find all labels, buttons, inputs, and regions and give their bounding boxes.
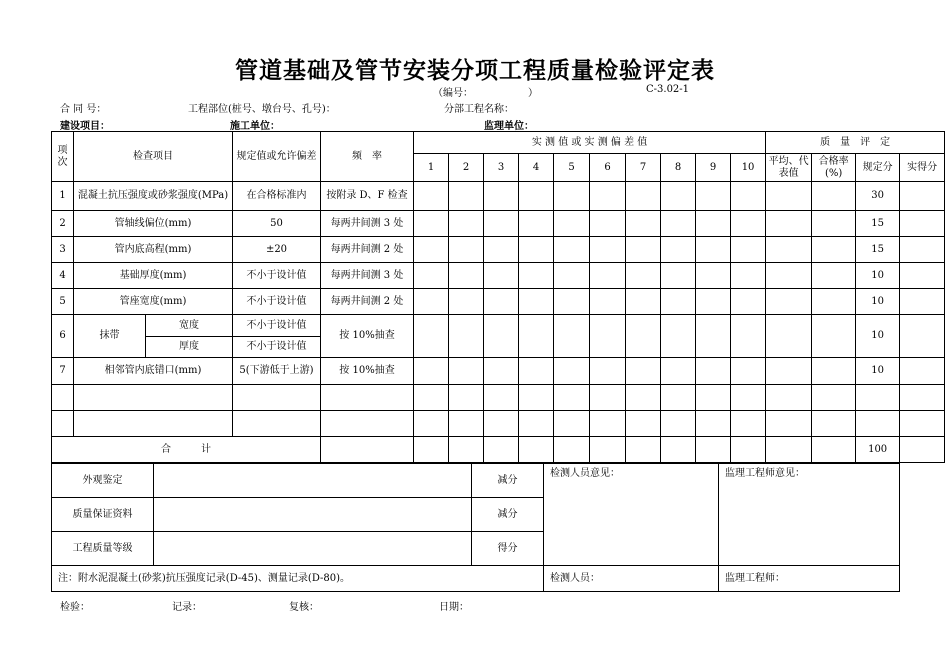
blank-cell[interactable] xyxy=(414,385,449,411)
blank-cell[interactable] xyxy=(590,411,626,437)
blank-cell[interactable] xyxy=(731,385,766,411)
quality-docs-label: 质量保证资料 xyxy=(52,498,154,532)
blank-cell[interactable] xyxy=(74,385,233,411)
row-item: 相邻管内底错口(mm) xyxy=(74,358,233,385)
assessment-table xyxy=(51,463,900,592)
measure-cell[interactable] xyxy=(519,237,554,263)
row-freq: 每两井间测 3 处 xyxy=(321,263,414,289)
row-item: 基础厚度(mm) xyxy=(74,263,233,289)
measure-cell[interactable] xyxy=(449,289,484,315)
deduct-label: 减分 xyxy=(472,464,544,498)
record-label: 记录： xyxy=(172,602,202,613)
subproject-label: 分部工程名称： xyxy=(444,104,514,115)
blank-cell[interactable] xyxy=(731,411,766,437)
date-label: 日期： xyxy=(439,602,469,613)
measure-cell[interactable] xyxy=(661,263,696,289)
row-spec: 不小于设计值 xyxy=(233,289,321,315)
measure-cell[interactable] xyxy=(449,211,484,237)
numbering-label: （编号： xyxy=(433,88,473,99)
grade-input[interactable] xyxy=(154,532,472,566)
measure-cell[interactable] xyxy=(519,211,554,237)
deduct-label: 减分 xyxy=(472,498,544,532)
header-avg: 平均、代表值 xyxy=(766,154,812,182)
blank-cell[interactable] xyxy=(900,385,945,411)
col-5: 5 xyxy=(554,154,590,182)
row-spec: 50 xyxy=(233,211,321,237)
measure-cell[interactable] xyxy=(626,211,661,237)
row-score: 10 xyxy=(856,263,900,289)
blank-cell[interactable] xyxy=(321,437,414,463)
numbering-close: ） xyxy=(528,88,538,99)
measure-cell[interactable] xyxy=(484,237,519,263)
construction-unit-label: 施工单位： xyxy=(230,121,280,132)
blank-cell[interactable] xyxy=(590,437,626,463)
total-row xyxy=(52,437,945,463)
empty-row xyxy=(52,385,945,411)
measure-cell[interactable] xyxy=(449,237,484,263)
row-freq: 按 10%抽查 xyxy=(321,315,414,358)
score-label: 得分 xyxy=(472,532,544,566)
pass-rate-cell[interactable] xyxy=(812,358,856,385)
avg-cell[interactable] xyxy=(766,289,812,315)
measure-cell[interactable] xyxy=(484,211,519,237)
empty-row xyxy=(52,411,945,437)
total-score: 100 xyxy=(856,437,900,463)
measure-cell[interactable] xyxy=(696,237,731,263)
blank-cell[interactable] xyxy=(856,411,900,437)
inspector-sign[interactable]: 检测人员： xyxy=(544,566,719,592)
supervisor-opinion[interactable]: 监理工程师意见： xyxy=(719,464,900,566)
row-item: 管轴线偏位(mm) xyxy=(74,211,233,237)
measure-cell[interactable] xyxy=(696,315,731,358)
row-item: 混凝土抗压强度或砂浆强度(MPa) xyxy=(74,182,233,211)
measure-cell[interactable] xyxy=(590,358,626,385)
supervision-unit-label: 监理单位： xyxy=(484,121,534,132)
header-spec: 规定值或允许偏差 xyxy=(233,132,321,182)
page-title: 管道基础及管节安装分项工程质量检验评定表 xyxy=(235,57,715,84)
row-score: 10 xyxy=(856,315,900,358)
measure-cell[interactable] xyxy=(449,315,484,358)
col-2: 2 xyxy=(449,154,484,182)
actual-cell[interactable] xyxy=(900,263,945,289)
blank-cell[interactable] xyxy=(766,437,812,463)
measure-cell[interactable] xyxy=(626,263,661,289)
col-8: 8 xyxy=(661,154,696,182)
measure-cell[interactable] xyxy=(519,315,554,358)
row-spec: 不小于设计值 xyxy=(233,315,321,337)
col-1: 1 xyxy=(414,154,449,182)
blank-cell[interactable] xyxy=(414,437,449,463)
measure-cell[interactable] xyxy=(731,358,766,385)
measure-cell[interactable] xyxy=(519,289,554,315)
measure-cell[interactable] xyxy=(554,358,590,385)
col-4: 4 xyxy=(519,154,554,182)
blank-cell[interactable] xyxy=(661,437,696,463)
construction-project-label: 建设项目： xyxy=(60,121,110,132)
appearance-input[interactable] xyxy=(154,464,472,498)
measure-cell[interactable] xyxy=(554,211,590,237)
blank-cell[interactable] xyxy=(696,385,731,411)
measure-cell[interactable] xyxy=(731,263,766,289)
measure-cell[interactable] xyxy=(731,289,766,315)
blank-cell[interactable] xyxy=(554,385,590,411)
avg-cell[interactable] xyxy=(766,315,812,358)
blank-cell[interactable] xyxy=(519,437,554,463)
pass-rate-cell[interactable] xyxy=(812,211,856,237)
location-label: 工程部位(桩号、墩台号、孔号)： xyxy=(188,104,336,115)
measure-cell[interactable] xyxy=(590,211,626,237)
blank-cell[interactable] xyxy=(766,385,812,411)
measure-cell[interactable] xyxy=(590,182,626,211)
measure-cell[interactable] xyxy=(554,315,590,358)
blank-cell[interactable] xyxy=(626,437,661,463)
supervisor-sign[interactable]: 监理工程师： xyxy=(719,566,900,592)
header-actual: 实得分 xyxy=(900,154,945,182)
measure-cell[interactable] xyxy=(484,182,519,211)
blank-cell[interactable] xyxy=(519,385,554,411)
pass-rate-cell[interactable] xyxy=(812,315,856,358)
measure-cell[interactable] xyxy=(554,263,590,289)
blank-cell[interactable] xyxy=(554,411,590,437)
measure-cell[interactable] xyxy=(590,315,626,358)
row-freq: 按附录 D、F 检查 xyxy=(321,182,414,211)
measure-cell[interactable] xyxy=(731,237,766,263)
review-label: 复核： xyxy=(289,602,319,613)
measure-cell[interactable] xyxy=(696,182,731,211)
blank-cell[interactable] xyxy=(812,385,856,411)
measure-cell[interactable] xyxy=(731,315,766,358)
blank-cell[interactable] xyxy=(766,411,812,437)
quality-docs-input[interactable] xyxy=(154,498,472,532)
row-no: 1 xyxy=(52,182,74,211)
actual-cell[interactable] xyxy=(900,315,945,358)
row-freq: 每两井间测 2 处 xyxy=(321,237,414,263)
measure-cell[interactable] xyxy=(554,237,590,263)
measure-cell[interactable] xyxy=(661,211,696,237)
row-no: 3 xyxy=(52,237,74,263)
pass-rate-cell[interactable] xyxy=(812,237,856,263)
pass-rate-cell[interactable] xyxy=(812,289,856,315)
row-no: 4 xyxy=(52,263,74,289)
inspection-table xyxy=(51,131,945,463)
header-item: 检查项目 xyxy=(74,132,233,182)
blank-cell[interactable] xyxy=(519,411,554,437)
measure-cell[interactable] xyxy=(661,182,696,211)
avg-cell[interactable] xyxy=(766,237,812,263)
row-spec: 5(下游低于上游) xyxy=(233,358,321,385)
measure-cell[interactable] xyxy=(449,182,484,211)
blank-cell[interactable] xyxy=(449,385,484,411)
measure-cell[interactable] xyxy=(626,237,661,263)
header-freq: 频 率 xyxy=(321,132,414,182)
measure-cell[interactable] xyxy=(484,315,519,358)
actual-cell[interactable] xyxy=(900,358,945,385)
blank-cell[interactable] xyxy=(321,385,414,411)
row-spec: ±20 xyxy=(233,237,321,263)
measure-cell[interactable] xyxy=(626,182,661,211)
header-pass-rate: 合格率(%) xyxy=(812,154,856,182)
table-row xyxy=(52,263,945,289)
note: 注：附水泥混凝土(砂浆)抗压强度记录(D-45)、测量记录(D-80)。 xyxy=(52,566,544,592)
appearance-label: 外观鉴定 xyxy=(52,464,154,498)
row-item: 抹带 xyxy=(74,315,146,358)
blank-cell[interactable] xyxy=(626,411,661,437)
grade-label: 工程质量等级 xyxy=(52,532,154,566)
measure-cell[interactable] xyxy=(696,211,731,237)
col-10: 10 xyxy=(731,154,766,182)
row-score: 10 xyxy=(856,358,900,385)
blank-cell[interactable] xyxy=(696,437,731,463)
row-no: 2 xyxy=(52,211,74,237)
blank-cell[interactable] xyxy=(856,385,900,411)
blank-cell[interactable] xyxy=(812,411,856,437)
row-sub-item: 厚度 xyxy=(146,337,233,358)
measure-cell[interactable] xyxy=(414,289,449,315)
measure-cell[interactable] xyxy=(414,358,449,385)
row-freq: 按 10%抽查 xyxy=(321,358,414,385)
pass-rate-cell[interactable] xyxy=(812,263,856,289)
measure-cell[interactable] xyxy=(626,315,661,358)
blank-cell[interactable] xyxy=(661,385,696,411)
blank-cell[interactable] xyxy=(52,411,74,437)
measure-cell[interactable] xyxy=(449,263,484,289)
blank-cell[interactable] xyxy=(449,411,484,437)
blank-cell[interactable] xyxy=(414,411,449,437)
blank-cell[interactable] xyxy=(449,437,484,463)
row-freq: 每两井间测 3 处 xyxy=(321,211,414,237)
blank-cell[interactable] xyxy=(626,385,661,411)
blank-cell[interactable] xyxy=(233,385,321,411)
measure-cell[interactable] xyxy=(590,289,626,315)
col-6: 6 xyxy=(590,154,626,182)
blank-cell[interactable] xyxy=(321,411,414,437)
row-score: 10 xyxy=(856,289,900,315)
measure-cell[interactable] xyxy=(661,237,696,263)
note-row xyxy=(52,566,900,592)
header-no: 项次 xyxy=(52,132,74,182)
row-freq: 每两井间测 2 处 xyxy=(321,289,414,315)
actual-cell[interactable] xyxy=(900,211,945,237)
check-label: 检验： xyxy=(60,602,90,613)
measure-cell[interactable] xyxy=(414,237,449,263)
row-no: 6 xyxy=(52,315,74,358)
measure-cell[interactable] xyxy=(414,211,449,237)
blank-cell[interactable] xyxy=(484,411,519,437)
row-no: 7 xyxy=(52,358,74,385)
measure-cell[interactable] xyxy=(590,237,626,263)
header-score: 规定分 xyxy=(856,154,900,182)
blank-cell[interactable] xyxy=(696,411,731,437)
measure-cell[interactable] xyxy=(414,263,449,289)
measure-cell[interactable] xyxy=(696,263,731,289)
blank-cell[interactable] xyxy=(74,411,233,437)
table-row xyxy=(52,237,945,263)
row-item: 管座宽度(mm) xyxy=(74,289,233,315)
blank-cell[interactable] xyxy=(731,437,766,463)
blank-cell[interactable] xyxy=(661,411,696,437)
inspector-opinion[interactable]: 检测人员意见： xyxy=(544,464,719,566)
appearance-row xyxy=(52,464,900,498)
row-no: 5 xyxy=(52,289,74,315)
measure-cell[interactable] xyxy=(731,211,766,237)
measure-cell[interactable] xyxy=(484,289,519,315)
measure-cell[interactable] xyxy=(519,263,554,289)
blank-cell[interactable] xyxy=(812,437,856,463)
blank-cell[interactable] xyxy=(590,385,626,411)
measure-cell[interactable] xyxy=(484,263,519,289)
table-row xyxy=(52,315,945,337)
row-score: 15 xyxy=(856,237,900,263)
measure-cell[interactable] xyxy=(626,358,661,385)
header-row-1 xyxy=(52,132,945,154)
table-row xyxy=(52,289,945,315)
measure-cell[interactable] xyxy=(626,289,661,315)
col-3: 3 xyxy=(484,154,519,182)
row-sub-item: 宽度 xyxy=(146,315,233,337)
table-row xyxy=(52,358,945,385)
measure-cell[interactable] xyxy=(554,289,590,315)
row-score: 15 xyxy=(856,211,900,237)
contract-no-label: 合 同 号： xyxy=(60,104,107,115)
measure-cell[interactable] xyxy=(661,358,696,385)
measure-cell[interactable] xyxy=(554,182,590,211)
blank-cell[interactable] xyxy=(900,411,945,437)
row-item: 管内底高程(mm) xyxy=(74,237,233,263)
actual-cell[interactable] xyxy=(900,237,945,263)
measure-cell[interactable] xyxy=(519,358,554,385)
measure-cell[interactable] xyxy=(590,263,626,289)
measure-cell[interactable] xyxy=(661,289,696,315)
measure-cell[interactable] xyxy=(414,182,449,211)
header-quality: 质 量 评 定 xyxy=(766,132,945,154)
actual-cell[interactable] xyxy=(900,182,945,211)
row-spec: 不小于设计值 xyxy=(233,337,321,358)
row-score: 30 xyxy=(856,182,900,211)
col-9: 9 xyxy=(696,154,731,182)
actual-cell[interactable] xyxy=(900,289,945,315)
measure-cell[interactable] xyxy=(449,358,484,385)
row-spec: 在合格标准内 xyxy=(233,182,321,211)
avg-cell[interactable] xyxy=(766,182,812,211)
measure-cell[interactable] xyxy=(696,289,731,315)
measure-cell[interactable] xyxy=(519,182,554,211)
header-measured: 实 测 值 或 实 测 偏 差 值 xyxy=(414,132,766,154)
blank-cell[interactable] xyxy=(554,437,590,463)
table-row xyxy=(52,211,945,237)
pass-rate-cell[interactable] xyxy=(812,182,856,211)
blank-cell[interactable] xyxy=(484,437,519,463)
blank-cell[interactable] xyxy=(233,411,321,437)
measure-cell[interactable] xyxy=(696,358,731,385)
col-7: 7 xyxy=(626,154,661,182)
measure-cell[interactable] xyxy=(484,358,519,385)
total-actual-cell[interactable] xyxy=(900,437,945,463)
avg-cell[interactable] xyxy=(766,211,812,237)
blank-cell[interactable] xyxy=(484,385,519,411)
avg-cell[interactable] xyxy=(766,263,812,289)
measure-cell[interactable] xyxy=(414,315,449,358)
avg-cell[interactable] xyxy=(766,358,812,385)
table-row xyxy=(52,182,945,211)
form-code: C-3.02-1 xyxy=(646,84,690,95)
total-label: 合 计 xyxy=(52,437,321,463)
blank-cell[interactable] xyxy=(52,385,74,411)
measure-cell[interactable] xyxy=(731,182,766,211)
measure-cell[interactable] xyxy=(661,315,696,358)
row-spec: 不小于设计值 xyxy=(233,263,321,289)
